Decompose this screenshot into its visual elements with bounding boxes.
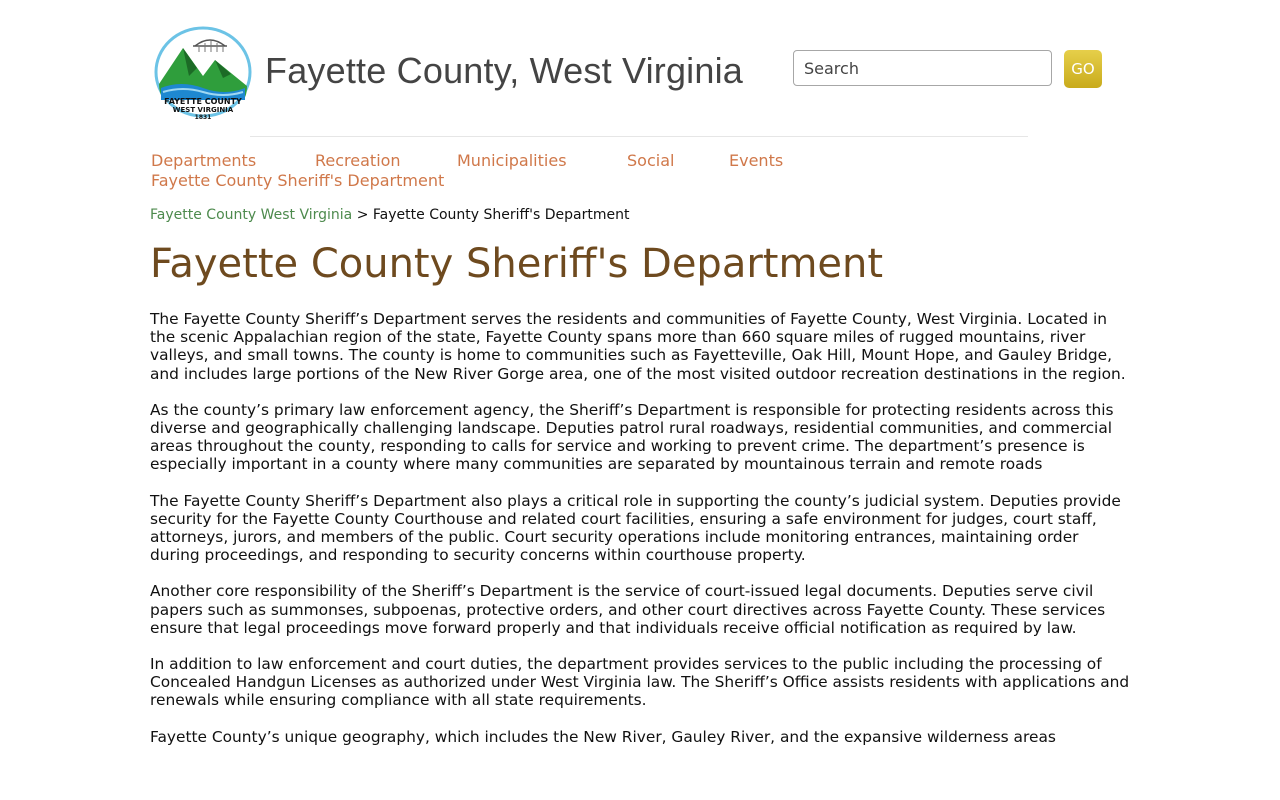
breadcrumb-current: Fayette County Sheriff's Department — [372, 207, 630, 223]
nav-item-events[interactable]: Events — [729, 151, 784, 170]
go-button[interactable]: GO — [1064, 50, 1102, 88]
breadcrumb — [150, 206, 629, 224]
logo-text-line2: WEST VIRGINIA — [172, 106, 234, 114]
county-seal-icon — [153, 26, 253, 122]
search-input[interactable] — [793, 50, 1052, 86]
page-title: Fayette County Sheriff's Department — [150, 241, 884, 287]
header-divider — [250, 136, 1028, 137]
breadcrumb-separator: > — [356, 207, 369, 223]
logo-text-line1: FAYETTE COUNTY — [164, 97, 242, 106]
paragraph: In addition to law enforcement and court duties, the department provides services to the public including the processing of Concealed Handgun Licenses as authorized under West Virginia law. The Sheriff’s Office assists residents with applications and renewals while ensuring compliance with all state requirements. — [150, 655, 1130, 710]
site-title[interactable]: Fayette County, West Virginia — [265, 50, 744, 91]
nav-item-sheriffs-department[interactable]: Fayette County Sheriff's Department — [151, 171, 445, 190]
paragraph: Fayette County’s unique geography, which includes the New River, Gauley River, and the expansive wilderness areas — [150, 727, 1056, 746]
paragraph: The Fayette County Sheriff’s Department also plays a critical role in supporting the county’s judicial system. Deputies provide security for the Fayette County Courthouse and related court facilities, ensuring a safe environment for judges, court staff, attorneys, jurors, and members of the public. Court security operations include monitoring entrances, maintaining order during proceedings, and responding to security concerns within courthouse property. — [150, 491, 1121, 565]
paragraph: Another core responsibility of the Sheriff’s Department is the service of court-issued legal documents. Deputies serve civil papers such as summonses, subpoenas, protective orders, and other court directives across Fayette County. These services ensure that legal proceedings move forward properly and that individuals receive official notification as required by law. — [150, 582, 1106, 637]
article-body — [150, 310, 1132, 764]
breadcrumb-home-link[interactable]: Fayette County West Virginia — [150, 207, 353, 223]
nav-item-departments[interactable]: Departments — [151, 151, 257, 170]
nav-item-social[interactable]: Social — [627, 151, 675, 170]
logo-text-line3: 1831 — [194, 114, 212, 121]
nav-item-municipalities[interactable]: Municipalities — [457, 151, 567, 170]
nav-item-recreation[interactable]: Recreation — [315, 151, 401, 170]
paragraph: As the county’s primary law enforcement agency, the Sheriff’s Department is responsible for protecting residents across this diverse and geographically challenging landscape. Deputies patrol rural roadways, residential communities, and commercial areas throughout the county, responding to calls for service and working to prevent crime. The department’s presence is especially important in a county where many communities are separated by mountainous terrain and remote roads — [150, 400, 1114, 474]
paragraph: The Fayette County Sheriff’s Department serves the residents and communities of Fayette County, West Virginia. Located in the scenic Appalachian region of the state, Fayette County spans more than 660 square miles of rugged mountains, river valleys, and small towns. The county is home to communities such as Fayetteville, Oak Hill, Mount Hope, and Gauley Bridge, and includes large portions of the New River Gorge area, one of the most visited outdoor recreation destinations in the region. — [150, 310, 1126, 383]
county-logo[interactable] — [153, 26, 253, 122]
